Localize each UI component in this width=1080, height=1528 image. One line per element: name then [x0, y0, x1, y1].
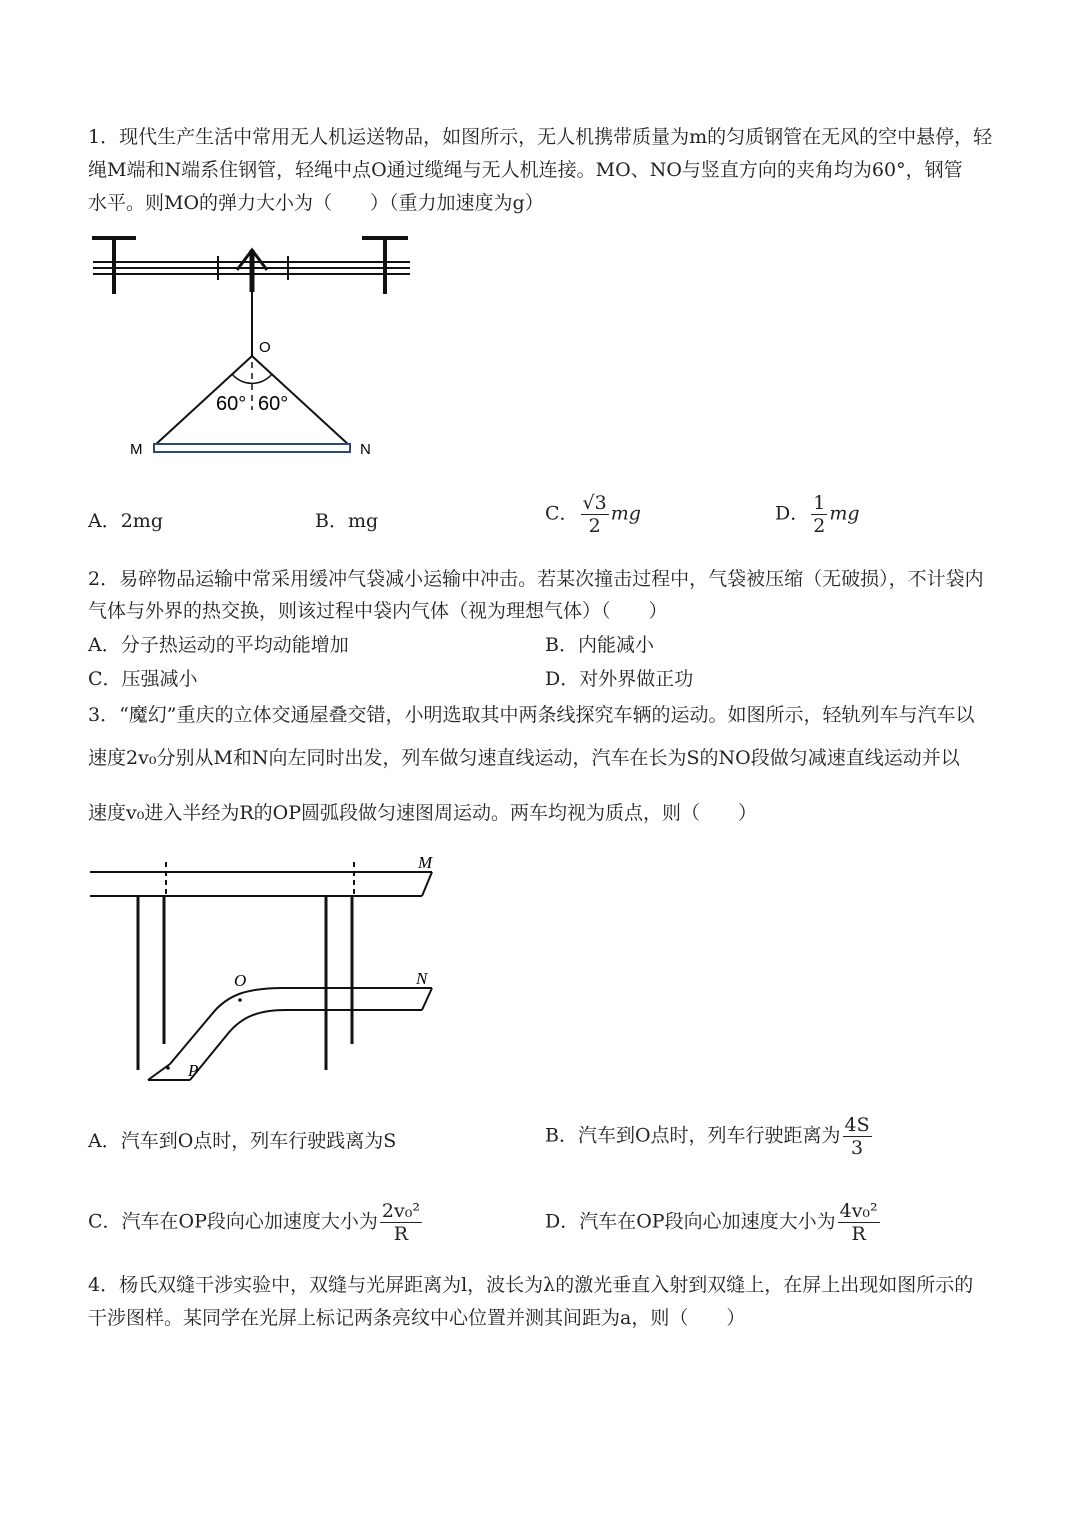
q1-option-b[interactable]: B．mg	[315, 510, 379, 532]
q1-text-line1: 1．现代生产生活中常用无人机运送物品，如图所示，无人机携带质量为m的匀质钢管在无风的空中悬停，轻	[88, 126, 993, 148]
q3-text-line3: 速度v₀进入半经为R的OP圆弧段做匀速图周运动。两车均视为质点，则（ ）	[88, 802, 758, 824]
q1-option-a[interactable]: A．2mg	[88, 510, 163, 532]
q3-text-line1: 3．“魔幻”重庆的立体交通屋叠交错，小明选取其中两条线探究车辆的运动。如图所示，轻轨列车与汽车以	[88, 704, 975, 726]
q1-option-c-suffix: mg	[610, 502, 641, 525]
q1-drone-figure	[88, 228, 428, 478]
q3-option-b[interactable]	[545, 1114, 874, 1159]
q1-label-angle-left: 60°	[216, 393, 247, 415]
q4-text-line1: 4．杨氏双缝干涉实验中，双缝与光屏距离为l，波长为λ的激光垂直入射到双缝上，在屏上出现如图所示的	[88, 1274, 974, 1296]
q1-label-m: M	[130, 441, 143, 458]
q2-text-line2: 气体与外界的热交换，则该过程中袋内气体（视为理想气体）（ ）	[88, 600, 668, 622]
q3-option-b-numerator: 4S	[844, 1114, 870, 1136]
q3-option-d-denominator: R	[851, 1223, 866, 1245]
q3-option-c-fraction	[380, 1200, 422, 1245]
q2-option-a[interactable]: A．分子热运动的平均动能增加	[88, 634, 349, 656]
q3-label-m: M	[418, 853, 433, 872]
q1-label-angle-right: 60°	[258, 393, 289, 415]
q1-label-o: O	[259, 339, 271, 356]
q2-option-c[interactable]: C．压强减小	[88, 668, 198, 690]
q3-option-c-prefix: C．汽车在OP段向心加速度大小为	[88, 1210, 378, 1233]
q3-label-p: P	[188, 1061, 199, 1080]
q2-text-line1: 2．易碎物品运输中常采用缓冲气袋减小运输中冲击。若某次撞击过程中，气袋被压缩（无破损），不计袋内	[88, 568, 984, 590]
q1-option-d-fraction	[811, 492, 827, 537]
q3-option-b-prefix: B．汽车到O点时，列车行驶距离为	[545, 1124, 841, 1147]
q1-option-d-suffix: mg	[829, 502, 860, 525]
q1-label-n: N	[360, 441, 371, 458]
q3-option-b-denominator: 3	[851, 1137, 864, 1159]
q3-option-a[interactable]: A．汽车到O点时，列车行驶践离为S	[88, 1130, 397, 1152]
q3-option-c[interactable]	[88, 1200, 424, 1245]
q3-option-d-prefix: D．汽车在OP段向心加速度大小为	[545, 1210, 836, 1233]
q1-option-d-numerator: 1	[813, 492, 826, 514]
q1-option-d-prefix: D．	[775, 502, 810, 525]
q3-option-c-denominator: R	[393, 1223, 409, 1245]
q3-option-d-fraction	[838, 1200, 880, 1245]
q1-option-c-numerator: √3	[582, 492, 607, 514]
q3-option-d-numerator: 4v₀²	[839, 1200, 878, 1222]
q3-text-line2: 速度2v₀分别从M和N向左同时出发，列车做匀速直线运动，汽车在长为S的NO段做匀减速直线运动并以	[88, 747, 960, 769]
q3-option-b-fraction	[843, 1114, 872, 1159]
q4-text-line2: 干涉图样。某同学在光屏上标记两条亮纹中心位置并测其间距为a，则（ ）	[88, 1307, 746, 1329]
q1-text-line3: 水平。则MO的弹力大小为（ ）（重力加速度为g）	[88, 192, 544, 214]
q1-text-line2: 绳M端和N端系住钢管，轻绳中点O通过缆绳与无人机连接。MO、NO与竖直方向的夹角均为60°，钢管	[88, 159, 963, 181]
q1-option-c-denominator: 2	[588, 515, 601, 537]
q1-option-c-prefix: C．	[545, 502, 579, 525]
q3-transport-figure	[88, 848, 448, 1088]
q3-option-d[interactable]	[545, 1200, 882, 1245]
q3-label-o: O	[234, 971, 247, 990]
q1-option-c-fraction	[581, 492, 609, 537]
q3-label-n: N	[416, 969, 428, 988]
q1-option-d-denominator: 2	[813, 515, 826, 537]
q3-option-c-numerator: 2v₀²	[381, 1200, 420, 1222]
q2-option-d[interactable]: D．对外界做正功	[545, 668, 694, 690]
q1-option-c[interactable]	[545, 492, 641, 537]
q2-option-b[interactable]: B．内能减小	[545, 634, 654, 656]
q1-option-d[interactable]	[775, 492, 860, 537]
